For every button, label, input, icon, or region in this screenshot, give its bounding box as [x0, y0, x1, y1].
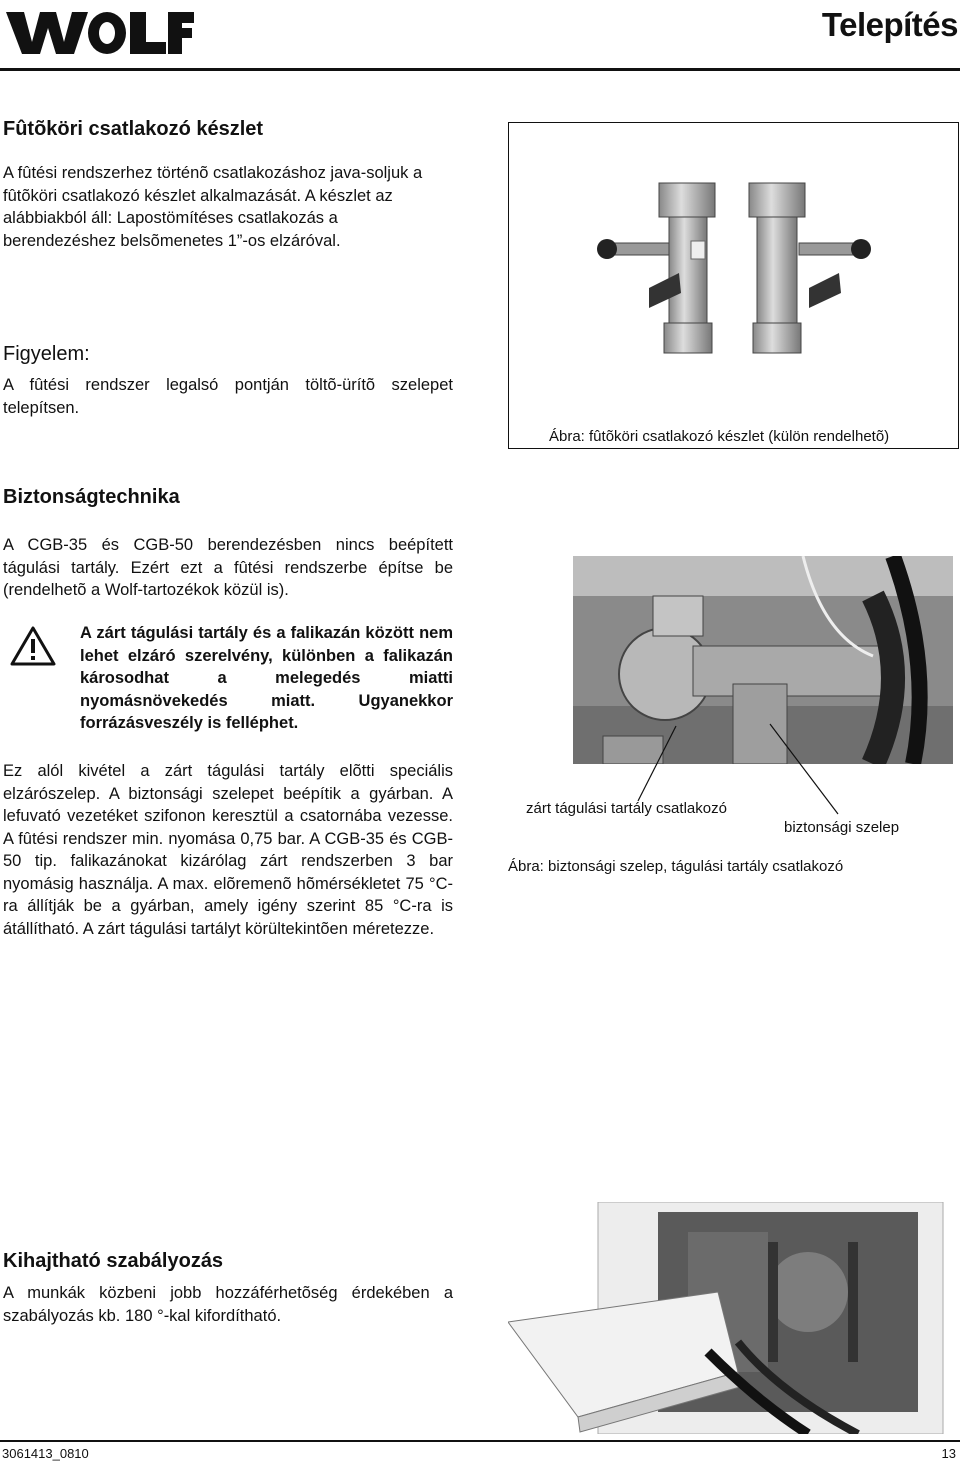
warning-triangle-icon: [10, 625, 56, 667]
swivel-control-photo: [508, 1202, 957, 1434]
header-rule: [0, 68, 960, 71]
note-heading: Figyelem:: [3, 343, 90, 365]
section-heading-connection-kit: Fûtõköri csatlakozó készlet: [3, 118, 264, 140]
page-title: Telepítés: [821, 6, 958, 43]
wolf-logo: [4, 8, 194, 58]
safety-intro-text: A CGB-35 és CGB-50 berendezésben nincs beépített tágulási tartály. Ezért ezt a fûtési rendszerbe építse be (rendelhetõ a Wolf-tartozékok közül is).: [3, 536, 453, 599]
footer-rule: [0, 1440, 960, 1442]
section-heading-swivel-control: Kihajtható szabályozás: [3, 1250, 224, 1272]
page-number: 13: [941, 1446, 956, 1461]
figure-connection-kit: [508, 122, 959, 449]
figure-caption-safety-valve: Ábra: biztonsági szelep, tágulási tartály csatlakozó: [508, 858, 844, 875]
safety-details-text: Ez alól kivétel a zárt tágulási tartály elõtti speciális elzárószelep. A biztonsági szelepet beépítik a gyárban. A lefuvató vezetéket szifonon keresztül a csatornába vezesse. A fûtési rendszer min. nyomása 0,75 bar. A CGB-35 és CGB-50 tip. falikazánokat kizárólag zárt rendszerben 3 bar nyomásig használja. A max. elõremenõ hõmérsékletet 75 °C-ra állítják be a gyárban, amely igény szerint 85 °C-ra is átállítható. A zárt tágulási tartályt körültekintõen méretezze.: [3, 762, 453, 938]
swivel-control-text: A munkák közbeni jobb hozzáférhetõség érdekében a szabályozás kb. 180 °-kal kifordítható.: [3, 1284, 453, 1325]
section-heading-safety: Biztonságtechnika: [3, 486, 180, 508]
warning-text: A zárt tágulási tartály és a falikazán között nem lehet elzáró szerelvény, különben a falikazán károsodhat a melegedés miatti nyomásnövekedés miatt. Ugyanekkor forrázásveszély is felléphet.: [80, 624, 453, 733]
valve-kit-illustration: [509, 123, 958, 413]
document-number: 3061413_0810: [2, 1446, 89, 1461]
connection-kit-text: A fûtési rendszerhez történõ csatlakozáshoz java-soljuk a fûtõköri csatlakozó készlet alkalmazását. A készlet az alábbiakból áll: Lapostömítéses csatlakozás a berendezéshez belsõmenetes 1”-os elzáróval.: [3, 164, 423, 250]
figure-caption-connection-kit: Ábra: fûtõköri csatlakozó készlet (külön rendelhetõ): [549, 428, 890, 445]
figure-safety-valve: [508, 546, 957, 881]
callout-expansion-tank-connector: zárt tágulási tartály csatlakozó: [526, 800, 727, 817]
note-text: A fûtési rendszer legalsó pontján töltõ-ürítõ szelepet telepítsen.: [3, 376, 453, 417]
callout-safety-valve: biztonsági szelep: [784, 819, 900, 836]
